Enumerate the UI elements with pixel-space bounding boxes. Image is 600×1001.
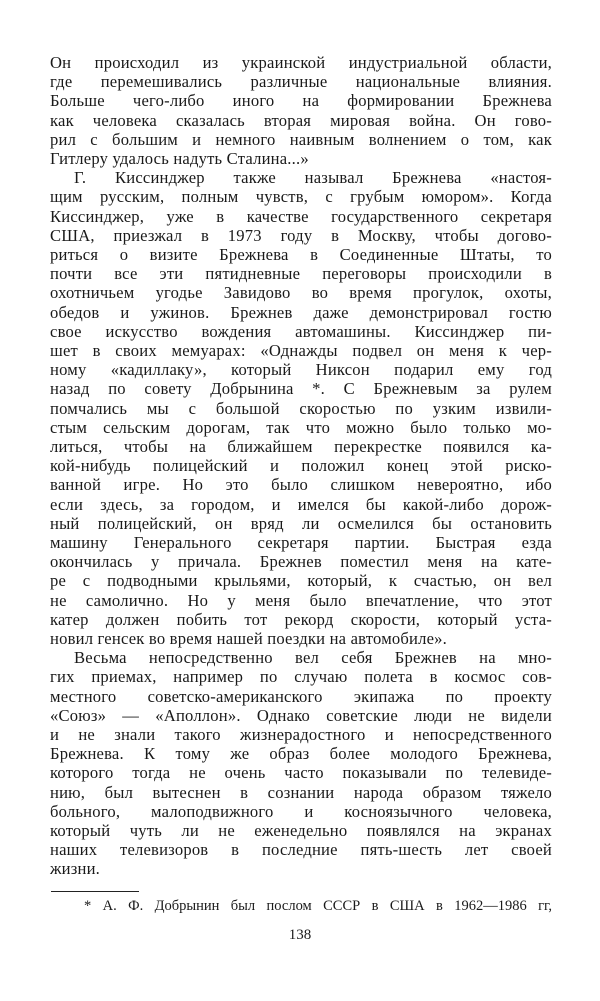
text-line: Киссинджер, уже в качестве государственного секретаря [50, 206, 552, 226]
text-line: Г. Киссинджер также называл Брежнева «настоя- [74, 168, 552, 188]
text-line: США, приезжал в 1973 году в Москву, чтобы догово- [50, 225, 552, 245]
text-line: почти все эти пятидневные переговоры происходили в [50, 264, 552, 284]
text-line: ный полицейский, он вряд ли осмелился бы остановить [50, 513, 552, 533]
footnote-divider [51, 891, 139, 892]
text-line: стым сельским дорогам, так что можно было только мо- [50, 417, 552, 437]
text-line: который чуть ли не еженедельно появлялся на экранах [50, 821, 552, 840]
text-line: шет в своих мемуарах: «Однажды подвел он меня к чер- [50, 341, 552, 360]
text-line: «Союз» — «Аполлон». Однако советские люди не видели [50, 705, 552, 725]
text-line: Больше чего-либо иного на формировании Брежнева [50, 91, 552, 111]
text-line: литься, чтобы на ближайшем перекрестке появился ка- [50, 437, 552, 456]
footnote: * А. Ф. Добрынин был послом СССР в США в 1962—1986 гг, [84, 898, 552, 914]
text-line: больного, малоподвижного и косноязычного человека, [50, 801, 552, 821]
text-line: гих приемах, например по случаю полета в космос сов- [50, 667, 552, 687]
text-line: помчались мы с большой скоростью по узким извили- [50, 398, 552, 418]
text-line: новил генсек во время нашей поездки на автомобиле». [50, 629, 448, 648]
text-line: ванной игре. Но это было слишком невероятно, ибо [50, 475, 552, 495]
text-line: жизни. [50, 859, 101, 879]
text-line: кой-нибудь полицейский и положил конец этой риско- [50, 456, 552, 476]
text-line: охотничьем угодье Завидово во время прогулок, охоты, [50, 283, 552, 303]
text-line: риться о визите Брежнева в Соединенные Штаты, то [50, 245, 552, 264]
page-number: 138 [288, 927, 312, 943]
text-line: как человека сказалась вторая мировая война. Он гово- [50, 110, 552, 130]
text-line: катер должен побить тот рекорд скорости, который уста- [50, 609, 552, 629]
text-line: машину Генерального секретаря партии. Быстрая езда [50, 533, 552, 552]
text-line: не самолично. Но у меня было впечатление, что этот [50, 590, 552, 610]
text-line: окончилась у причала. Брежнев поместил меня на кате- [50, 552, 552, 572]
text-line: Он происходил из украинской индустриальной области, [50, 53, 552, 72]
text-line: свое искусство вождения автомашины. Киссинджер пи- [50, 321, 552, 341]
text-line: обедов и ужинов. Брежнев даже демонстрировал гостю [50, 302, 552, 322]
text-line: Брежнева. К тому же образ более молодого Брежнева, [50, 744, 552, 764]
text-line: где перемешивались различные национальные влияния. [50, 72, 552, 92]
text-line: которого тогда не очень часто показывали по телевиде- [50, 763, 552, 783]
text-line: наших телевизоров в последние пять-шесть лет своей [50, 840, 552, 860]
text-line: Гитлеру удалось надуть Сталина...» [50, 149, 309, 168]
text-line: местного советско-американского экипажа по проекту [50, 686, 552, 706]
text-line: если здесь, за городом, и имелся бы какой-либо дорож- [50, 494, 552, 514]
text-line: рил с большим и немного наивным волнением о том, как [50, 129, 552, 149]
text-line: щим русским, полным чувств, с грубым юмором». Когда [50, 187, 552, 207]
text-line: ре с подводными крыльями, который, к счастью, он вел [50, 571, 552, 591]
text-line: ному «кадиллаку», который Никсон подарил ему год [50, 360, 552, 380]
text-line: Весьма непосредственно вел себя Брежнев на мно- [74, 648, 552, 668]
text-line: и не знали такого жизнерадостного и непосредственного [50, 725, 552, 744]
text-line: назад по совету Добрынина *. С Брежневым за рулем [50, 379, 552, 399]
text-line: нию, был вытеснен в сознании народа образом тяжело [50, 782, 552, 802]
